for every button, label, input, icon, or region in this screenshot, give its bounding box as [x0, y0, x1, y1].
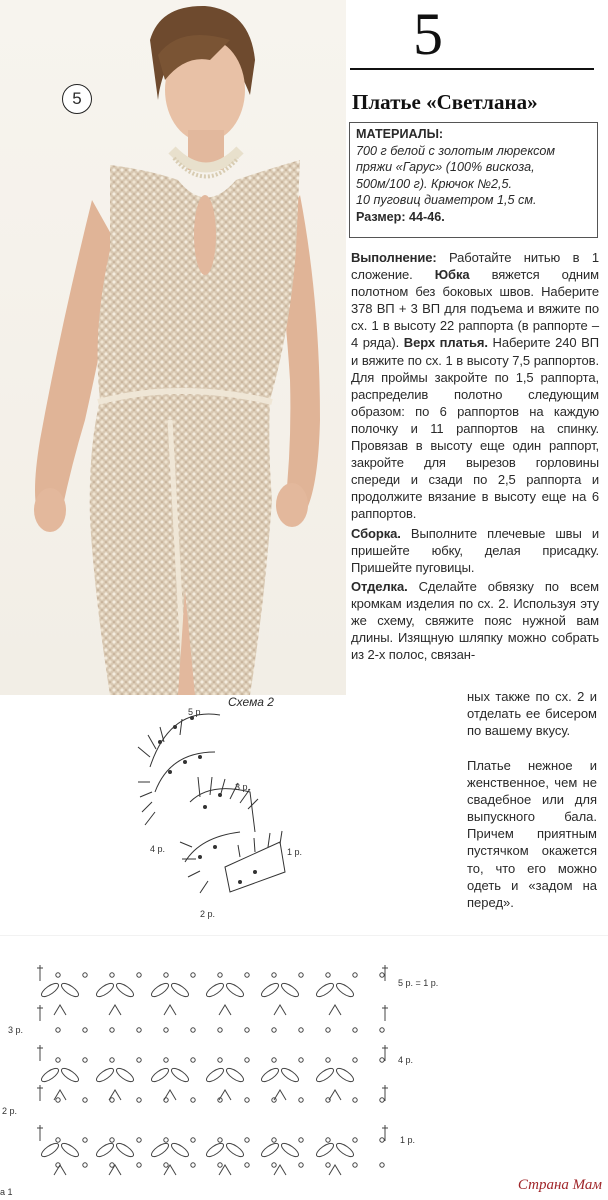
stitch-petal: [260, 1141, 281, 1159]
stitch-petal: [205, 1066, 226, 1084]
chain-stitch: [380, 973, 384, 977]
stitch-petal: [260, 1066, 281, 1084]
stitch-petal: [95, 981, 116, 999]
chain-stitch: [191, 1098, 195, 1102]
chain-stitch: [380, 1138, 384, 1142]
chain-stitch: [326, 973, 330, 977]
chain-stitch: [56, 1028, 60, 1032]
stitch-petal: [205, 1141, 226, 1159]
schema1-row-label: 1 р.: [400, 1135, 416, 1145]
chain-stitch: [272, 973, 276, 977]
chain-stitch: [56, 1058, 60, 1062]
stitch-v: [109, 1005, 121, 1015]
chain-stitch: [137, 1058, 141, 1062]
chain-stitch: [110, 1028, 114, 1032]
chain-stitch: [218, 1138, 222, 1142]
instructions-paragraph: [351, 249, 599, 523]
chain-stitch: [191, 1058, 195, 1062]
stitch-petal: [150, 1066, 171, 1084]
chain-stitch: [164, 973, 168, 977]
stitch-petal: [60, 981, 81, 999]
chain-stitch: [245, 1163, 249, 1167]
chain-stitch: [110, 1098, 114, 1102]
chain-stitch: [164, 1058, 168, 1062]
chain-stitch: [83, 1058, 87, 1062]
chain-stitch: [110, 1163, 114, 1167]
dress-photo-illustration: [0, 0, 346, 695]
chain-stitch: [110, 973, 114, 977]
stitch-petal: [205, 981, 226, 999]
continuation-text: ных также по сх. 2 и отделать ее бисером по вашему вкусу.: [467, 689, 597, 739]
schema2-row-label: 3 р.: [235, 782, 251, 792]
chain-stitch: [137, 973, 141, 977]
stitch-petal: [280, 981, 301, 999]
chain-stitch: [272, 1138, 276, 1142]
chain-stitch: [164, 1138, 168, 1142]
schema2-row-label: 1 р.: [287, 847, 303, 857]
chain-stitch: [326, 1163, 330, 1167]
chain-stitch: [245, 1098, 249, 1102]
chain-stitch: [83, 1163, 87, 1167]
chain-stitch: [353, 1058, 357, 1062]
materials-line: 500м/100 г). Крючок №2,5.: [356, 176, 513, 191]
stitch-v: [329, 1090, 341, 1100]
assembly-paragraph: [351, 525, 599, 576]
text-run: вяжется одним полотном без боковых швов. Наберите 378 ВП + 3 ВП для подъема и вяжите по сх. 1 в высоту 22 раппорта (в раппорте – 4 ряда).: [351, 267, 600, 351]
materials-line: 10 пуговиц диаметром 1,5 см.: [356, 193, 537, 207]
schema1-row-label: 5 р. = 1 р.: [398, 978, 439, 988]
chain-stitch: [299, 1098, 303, 1102]
materials-line: пряжи «Гарус» (100% вискоза,: [356, 160, 535, 174]
chain-stitch: [299, 1138, 303, 1142]
chain-stitch: [191, 1028, 195, 1032]
dress-photo: [0, 0, 346, 695]
chain-stitch: [191, 1138, 195, 1142]
chain-stitch: [164, 1163, 168, 1167]
chain-stitch: [299, 1058, 303, 1062]
photo-number-badge: 5: [62, 84, 92, 114]
stitch-v: [329, 1005, 341, 1015]
stitch-petal: [280, 1141, 301, 1159]
stitch-petal: [115, 1066, 136, 1084]
stitch-petal: [95, 1066, 116, 1084]
stitch-petal: [60, 1066, 81, 1084]
chain-stitch: [137, 1163, 141, 1167]
chain-stitch: [245, 1138, 249, 1142]
size-label: Размер: 44-46.: [356, 209, 445, 224]
section-heading: Сборка.: [351, 525, 401, 541]
chain-stitch: [272, 1028, 276, 1032]
schema2-diagram: [130, 697, 460, 927]
schema1-title: а 1: [0, 1187, 13, 1197]
stitch-petal: [170, 1066, 191, 1084]
stitch-v: [164, 1005, 176, 1015]
chain-stitch: [326, 1058, 330, 1062]
schema2-row-label: 5 р.: [188, 707, 204, 717]
chain-stitch: [137, 1098, 141, 1102]
section-heading: Юбка: [434, 267, 470, 283]
stitch-petal: [225, 981, 246, 999]
section-heading: Выполнение:: [351, 250, 437, 265]
schema2-title: Схема 2: [228, 695, 274, 709]
stitch-v: [164, 1090, 176, 1100]
stitch-petal: [225, 1066, 246, 1084]
chain-stitch: [56, 1098, 60, 1102]
chain-stitch: [83, 1138, 87, 1142]
finishing-paragraph: [351, 578, 599, 663]
stitch-petal: [95, 1141, 116, 1159]
stitch-v: [219, 1005, 231, 1015]
stitch-petal: [115, 1141, 136, 1159]
stitch-petal: [280, 1066, 301, 1084]
stitch-petal: [315, 981, 336, 999]
text-run: Работайте нитью в 1 сложение.: [351, 250, 599, 283]
schema1-row-label: 4 р.: [398, 1055, 414, 1065]
materials-line: 700 г белой с золотым люрексом: [356, 143, 556, 158]
chain-stitch: [326, 1138, 330, 1142]
chain-stitch: [353, 1138, 357, 1142]
chain-stitch: [164, 1028, 168, 1032]
stitch-petal: [150, 981, 171, 999]
stitch-petal: [315, 1066, 336, 1084]
section-heading: Верх платья.: [403, 335, 488, 351]
chain-stitch: [218, 973, 222, 977]
chain-stitch: [137, 1028, 141, 1032]
chain-stitch: [353, 1028, 357, 1032]
stitch-petal: [315, 1141, 336, 1159]
stitch-petal: [335, 981, 356, 999]
chain-stitch: [191, 973, 195, 977]
stitch-petal: [170, 1141, 191, 1159]
top-divider: [350, 68, 594, 70]
chain-stitch: [380, 1058, 384, 1062]
chain-stitch: [299, 1028, 303, 1032]
stitch-petal: [170, 981, 191, 999]
chain-stitch: [353, 973, 357, 977]
page-title: Платье «Светлана»: [352, 90, 538, 114]
text-run: Сделайте обвязку по всем кромкам изделия по сх. 2. Используя эту же схему, свяжите пояс нужной вам длины. Изящную шляпку можно собрать из 2-х полос, связан-: [351, 578, 599, 663]
stitch-petal: [40, 1141, 61, 1159]
chain-stitch: [272, 1163, 276, 1167]
stitch-petal: [115, 981, 136, 999]
chain-stitch: [299, 973, 303, 977]
chain-stitch: [110, 1058, 114, 1062]
chain-stitch: [218, 1058, 222, 1062]
chain-stitch: [245, 1058, 249, 1062]
chain-stitch: [299, 1163, 303, 1167]
text-run: Наберите 240 ВП и вяжите по сх. 1 в высоту 7,5 раппортов. Для проймы закройте по 1,5 раппорта, распределив полотно следующим образом: по 6 раппортов на каждую полочку и 11 раппортов на спинку. Провязав в высоту еще один раппорт, закройте для вырезов горловины спереди и сзади по 2,5 раппорта и продолжите вязание в высоту еще на 6 раппортов.: [351, 335, 599, 522]
materials-label: МАТЕРИАЛЫ:: [356, 127, 444, 141]
pattern-number: 5: [413, 1, 443, 67]
stitch-v: [164, 1165, 176, 1175]
schema1-row-label: 2 р.: [2, 1106, 18, 1116]
schema1-row-label: 3 р.: [8, 1025, 24, 1035]
stitch-v: [274, 1005, 286, 1015]
stitch-petal: [260, 981, 281, 999]
stitch-petal: [225, 1141, 246, 1159]
chain-stitch: [83, 973, 87, 977]
chain-stitch: [245, 1028, 249, 1032]
stitch-petal: [60, 1141, 81, 1159]
chain-stitch: [83, 1028, 87, 1032]
chain-stitch: [380, 1163, 384, 1167]
chain-stitch: [326, 1028, 330, 1032]
chain-stitch: [353, 1163, 357, 1167]
stitch-petal: [40, 1066, 61, 1084]
stitch-petal: [335, 1141, 356, 1159]
chain-stitch: [218, 1028, 222, 1032]
stitch-petal: [335, 1066, 356, 1084]
chain-stitch: [56, 1138, 60, 1142]
schema2-row-label: 2 р.: [200, 909, 216, 919]
chain-stitch: [272, 1058, 276, 1062]
materials-box: [349, 122, 598, 238]
instructions-text: [351, 249, 599, 665]
chain-stitch: [137, 1138, 141, 1142]
chain-stitch: [380, 1098, 384, 1102]
watermark-logo: Страна Мам: [517, 1177, 602, 1193]
section-heading: Отделка.: [351, 578, 408, 594]
chain-stitch: [83, 1098, 87, 1102]
chain-stitch: [191, 1163, 195, 1167]
text-run: Выполните плечевые швы и пришейте юбку, делая присадку. Пришейте пуговицы.: [351, 525, 599, 575]
stitch-v: [54, 1005, 66, 1015]
chain-stitch: [110, 1138, 114, 1142]
stitch-petal: [40, 981, 61, 999]
schema1-diagram: [0, 935, 608, 1200]
closing-text: Платье нежное и женственное, чем не свадебное или для выпускного бала. Причем приятным пустячком окажется то, что его можно одеть и «задом на перед».: [467, 758, 597, 910]
chain-stitch: [218, 1163, 222, 1167]
chain-stitch: [380, 1028, 384, 1032]
stitch-v: [329, 1165, 341, 1175]
stitch-petal: [150, 1141, 171, 1159]
chain-stitch: [353, 1098, 357, 1102]
schema2-row-label: 4 р.: [150, 844, 166, 854]
chain-stitch: [56, 973, 60, 977]
chain-stitch: [245, 973, 249, 977]
